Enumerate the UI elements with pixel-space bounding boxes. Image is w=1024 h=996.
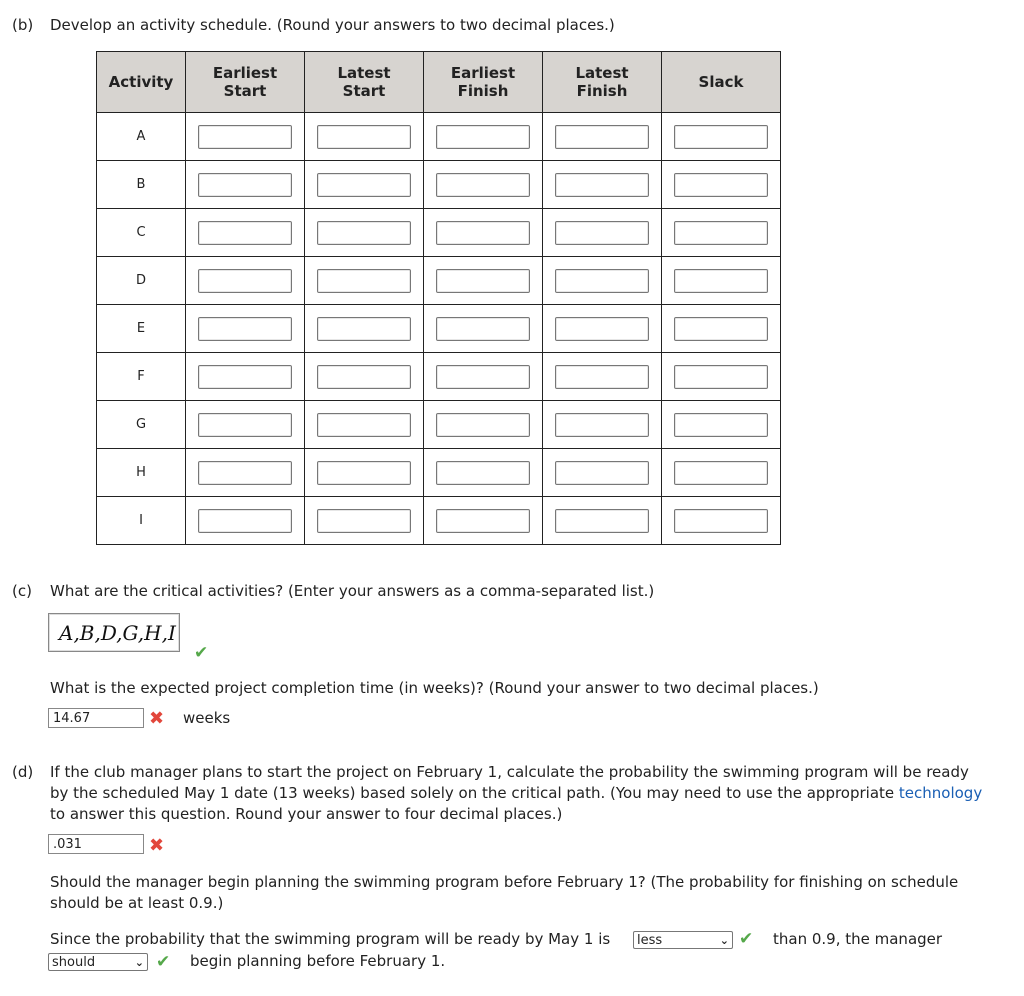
less-more-select[interactable] (633, 931, 733, 949)
latest-start-input[interactable] (317, 461, 411, 485)
slack-input[interactable] (674, 125, 768, 149)
earliest-start-input[interactable] (198, 125, 292, 149)
chevron-down-icon: ⌄ (719, 934, 729, 947)
slack-input[interactable] (674, 317, 768, 341)
part-c-label: (c) (12, 582, 32, 600)
header-earliest-finish: Earliest Finish (424, 52, 543, 113)
latest-finish-cell (543, 305, 662, 353)
slack-cell (662, 209, 781, 257)
activity-label: B (97, 161, 186, 209)
slack-input[interactable] (674, 413, 768, 437)
earliest-finish-cell (424, 209, 543, 257)
latest-finish-cell (543, 209, 662, 257)
earliest-finish-input[interactable] (436, 173, 530, 197)
latest-finish-input[interactable] (555, 461, 649, 485)
table-row (97, 353, 781, 401)
earliest-finish-cell (424, 449, 543, 497)
latest-finish-input[interactable] (555, 221, 649, 245)
earliest-finish-cell (424, 353, 543, 401)
check-icon: ✔ (194, 643, 209, 663)
earliest-finish-cell (424, 257, 543, 305)
slack-cell (662, 113, 781, 161)
table-row (97, 497, 781, 545)
latest-start-cell (305, 113, 424, 161)
earliest-start-cell (186, 401, 305, 449)
part-c-prompt (12, 581, 654, 602)
earliest-finish-input[interactable] (436, 317, 530, 341)
latest-finish-input[interactable] (555, 125, 649, 149)
technology-link[interactable]: technology (898, 784, 983, 802)
probability-input[interactable]: .031 (48, 834, 144, 854)
latest-start-input[interactable] (317, 221, 411, 245)
latest-finish-input[interactable] (555, 365, 649, 389)
activity-schedule-table (96, 51, 781, 545)
latest-start-input[interactable] (317, 509, 411, 533)
cross-icon: ✖ (149, 708, 165, 729)
completion-time-prompt: What is the expected project completion time (in weeks)? (Round your answer to two decimal places.) (50, 679, 819, 697)
latest-start-cell (305, 161, 424, 209)
table-row (97, 257, 781, 305)
part-b-text: Develop an activity schedule. (Round your answers to two decimal places.) (50, 16, 615, 34)
earliest-finish-input[interactable] (436, 413, 530, 437)
slack-cell (662, 305, 781, 353)
slack-cell (662, 401, 781, 449)
completion-time-input[interactable]: 14.67 (48, 708, 144, 728)
since-post-text: than 0.9, the manager (773, 930, 943, 948)
latest-finish-cell (543, 497, 662, 545)
latest-finish-cell (543, 449, 662, 497)
earliest-finish-cell (424, 497, 543, 545)
slack-cell (662, 161, 781, 209)
latest-start-cell (305, 497, 424, 545)
slack-cell (662, 353, 781, 401)
earliest-start-cell (186, 113, 305, 161)
earliest-finish-input[interactable] (436, 269, 530, 293)
part-d-label: (d) (12, 763, 34, 781)
earliest-finish-input[interactable] (436, 365, 530, 389)
part-d-line1 (12, 762, 969, 783)
table-row (97, 401, 781, 449)
slack-input[interactable] (674, 221, 768, 245)
activity-label: D (97, 257, 186, 305)
slack-cell (662, 449, 781, 497)
earliest-finish-input[interactable] (436, 461, 530, 485)
activity-label: I (97, 497, 186, 545)
header-latest-finish: Latest Finish (543, 52, 662, 113)
earliest-start-cell (186, 257, 305, 305)
earliest-start-input[interactable] (198, 461, 292, 485)
earliest-finish-input[interactable] (436, 509, 530, 533)
cross-icon: ✖ (149, 835, 165, 856)
earliest-finish-input[interactable] (436, 221, 530, 245)
earliest-start-input[interactable] (198, 413, 292, 437)
header-earliest-start: Earliest Start (186, 52, 305, 113)
activity-label: H (97, 449, 186, 497)
table-row (97, 113, 781, 161)
header-activity: Activity (97, 52, 186, 113)
earliest-start-input[interactable] (198, 269, 292, 293)
latest-finish-cell (543, 257, 662, 305)
latest-start-input[interactable] (317, 413, 411, 437)
should-select-value: should (52, 955, 96, 970)
part-b-label: (b) (12, 16, 34, 34)
earliest-finish-cell (424, 113, 543, 161)
earliest-start-input[interactable] (198, 365, 292, 389)
table-row (97, 449, 781, 497)
earliest-finish-input[interactable] (436, 125, 530, 149)
earliest-finish-cell (424, 401, 543, 449)
part-d-text-2: by the scheduled May 1 date (13 weeks) based solely on the critical path. (You may need to use the appropriate (50, 784, 899, 802)
part-d-line2 (50, 783, 982, 804)
activity-label: A (97, 113, 186, 161)
latest-start-input[interactable] (317, 173, 411, 197)
latest-start-cell (305, 209, 424, 257)
table-header-row (97, 52, 781, 113)
chevron-down-icon: ⌄ (134, 956, 144, 969)
critical-activities-input[interactable]: A,B,D,G,H,I (48, 613, 180, 652)
table-row (97, 161, 781, 209)
latest-start-cell (305, 401, 424, 449)
latest-finish-input[interactable] (555, 317, 649, 341)
less-more-select-value: less (637, 933, 663, 948)
slack-input[interactable] (674, 173, 768, 197)
latest-start-input[interactable] (317, 365, 411, 389)
should-question-line1: Should the manager begin planning the swimming program before February 1? (The probability for finishing on schedule (50, 873, 959, 891)
latest-start-input[interactable] (317, 317, 411, 341)
slack-input[interactable] (674, 461, 768, 485)
latest-finish-input[interactable] (555, 413, 649, 437)
latest-finish-cell (543, 353, 662, 401)
slack-input[interactable] (674, 365, 768, 389)
earliest-start-input[interactable] (198, 509, 292, 533)
earliest-start-cell (186, 161, 305, 209)
earliest-start-cell (186, 497, 305, 545)
latest-start-input[interactable] (317, 269, 411, 293)
activity-label: C (97, 209, 186, 257)
slack-cell (662, 497, 781, 545)
earliest-start-input[interactable] (198, 173, 292, 197)
earliest-finish-cell (424, 305, 543, 353)
latest-start-cell (305, 305, 424, 353)
latest-start-input[interactable] (317, 125, 411, 149)
activity-label: F (97, 353, 186, 401)
latest-finish-input[interactable] (555, 509, 649, 533)
part-d-text-1: If the club manager plans to start the project on February 1, calculate the probability the swimming program will be ready (50, 763, 969, 781)
table-row (97, 209, 781, 257)
earliest-finish-cell (424, 161, 543, 209)
slack-input[interactable] (674, 269, 768, 293)
earliest-start-cell (186, 449, 305, 497)
latest-finish-cell (543, 113, 662, 161)
activity-label: E (97, 305, 186, 353)
check-icon: ✔ (739, 929, 754, 949)
earliest-start-cell (186, 209, 305, 257)
since-text: Since the probability that the swimming program will be ready by May 1 is (50, 930, 611, 948)
earliest-start-input[interactable] (198, 221, 292, 245)
completion-unit: weeks (183, 709, 231, 727)
earliest-start-input[interactable] (198, 317, 292, 341)
earliest-start-cell (186, 353, 305, 401)
part-b-prompt (12, 15, 615, 36)
latest-start-cell (305, 353, 424, 401)
part-d-line3: to answer this question. Round your answer to four decimal places.) (50, 805, 563, 823)
should-select[interactable] (48, 953, 148, 971)
latest-start-cell (305, 449, 424, 497)
activity-label: G (97, 401, 186, 449)
slack-input[interactable] (674, 509, 768, 533)
latest-finish-cell (543, 401, 662, 449)
header-latest-start: Latest Start (305, 52, 424, 113)
latest-finish-input[interactable] (555, 173, 649, 197)
header-slack: Slack (662, 52, 781, 113)
table-row (97, 305, 781, 353)
should-question-line2: should be at least 0.9.) (50, 894, 224, 912)
check-icon: ✔ (156, 952, 171, 972)
latest-finish-input[interactable] (555, 269, 649, 293)
latest-start-cell (305, 257, 424, 305)
latest-finish-cell (543, 161, 662, 209)
earliest-start-cell (186, 305, 305, 353)
part-c-text: What are the critical activities? (Enter your answers as a comma-separated list.) (50, 582, 655, 600)
slack-cell (662, 257, 781, 305)
final-text: begin planning before February 1. (190, 952, 446, 970)
